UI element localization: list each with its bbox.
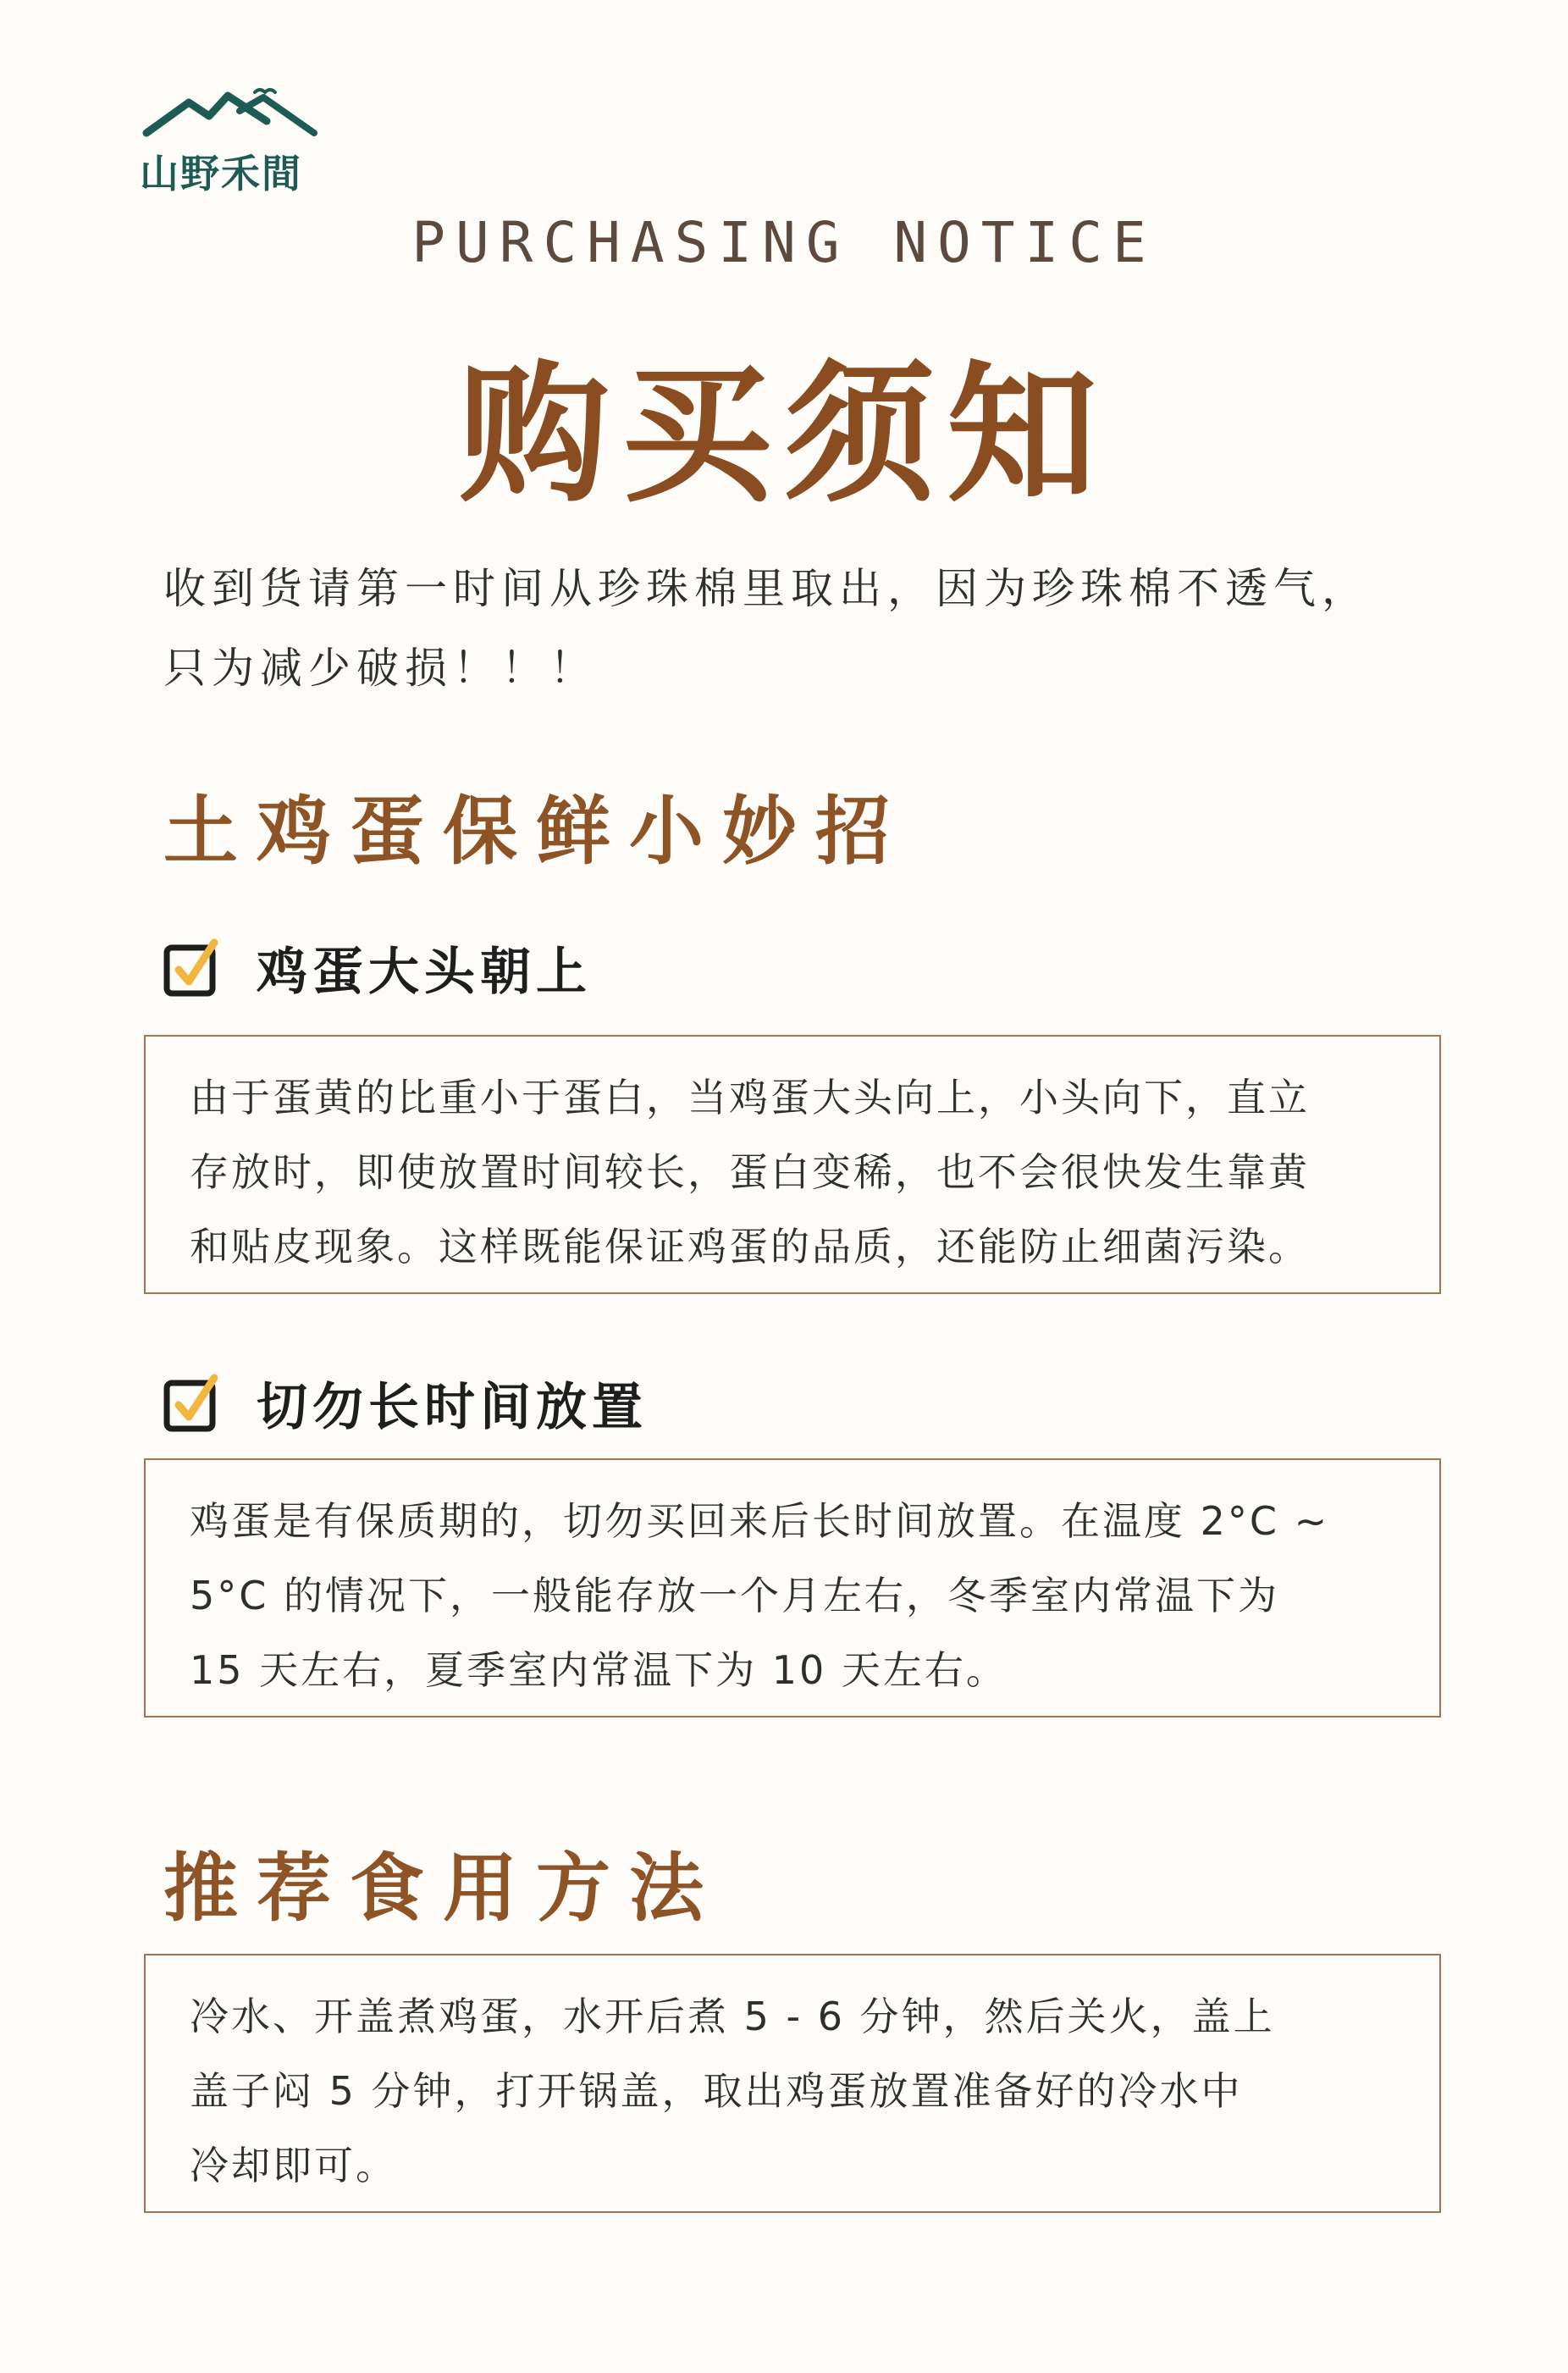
tip-text-box bbox=[144, 1035, 1441, 1294]
tip-line: 5°C 的情况下，一般能存放一个月左右，冬季室内常温下为 bbox=[190, 1573, 1280, 1618]
tip-title: 切勿长时间放置 bbox=[257, 1378, 648, 1437]
tip-line: 和贴皮现象。这样既能保证鸡蛋的品质，还能防止细菌污染。 bbox=[190, 1224, 1310, 1269]
tip-heading bbox=[163, 934, 592, 1002]
tip-title: 鸡蛋大头朝上 bbox=[257, 943, 592, 1002]
intro-line: 只为减少破损！！！ bbox=[163, 644, 598, 693]
recipe-line: 冷却即可。 bbox=[190, 2143, 397, 2188]
checkbox-checked-icon bbox=[163, 938, 224, 998]
checkbox-checked-icon bbox=[163, 1373, 224, 1434]
recipe-line: 冷水、开盖煮鸡蛋，水开后煮 5 - 6 分钟，然后关火，盖上 bbox=[190, 1994, 1275, 2039]
mountain-logo-icon bbox=[140, 80, 317, 140]
preservation-section-heading: 土鸡蛋保鲜小妙招 bbox=[163, 787, 909, 875]
tip-heading bbox=[163, 1369, 648, 1437]
intro-line: 收到货请第一时间从珍珠棉里取出，因为珍珠棉不透气， bbox=[163, 564, 1370, 613]
tip-line: 鸡蛋是有保质期的，切勿买回来后长时间放置。在温度 2°C ~ bbox=[190, 1498, 1330, 1544]
tip-line: 15 天左右，夏季室内常温下为 10 天左右。 bbox=[190, 1647, 1008, 1693]
brand-logo bbox=[140, 80, 322, 199]
page-subtitle: PURCHASING NOTICE bbox=[411, 210, 1157, 275]
recipe-line: 盖子闷 5 分钟，打开锅盖，取出鸡蛋放置准备好的冷水中 bbox=[190, 2068, 1243, 2114]
recipe-section-heading: 推荐食用方法 bbox=[163, 1844, 723, 1932]
intro-notice bbox=[163, 549, 1450, 708]
brand-name: 山野禾間 bbox=[140, 151, 302, 196]
recipe-text-box bbox=[144, 1954, 1441, 2213]
tip-line: 存放时，即使放置时间较长，蛋白变稀，也不会很快发生靠黄 bbox=[190, 1149, 1310, 1195]
tip-line: 由于蛋黄的比重小于蛋白，当鸡蛋大头向上，小头向下，直立 bbox=[190, 1075, 1310, 1120]
tip-text-box bbox=[144, 1458, 1441, 1718]
page-title: 购买须知 bbox=[459, 346, 1109, 523]
